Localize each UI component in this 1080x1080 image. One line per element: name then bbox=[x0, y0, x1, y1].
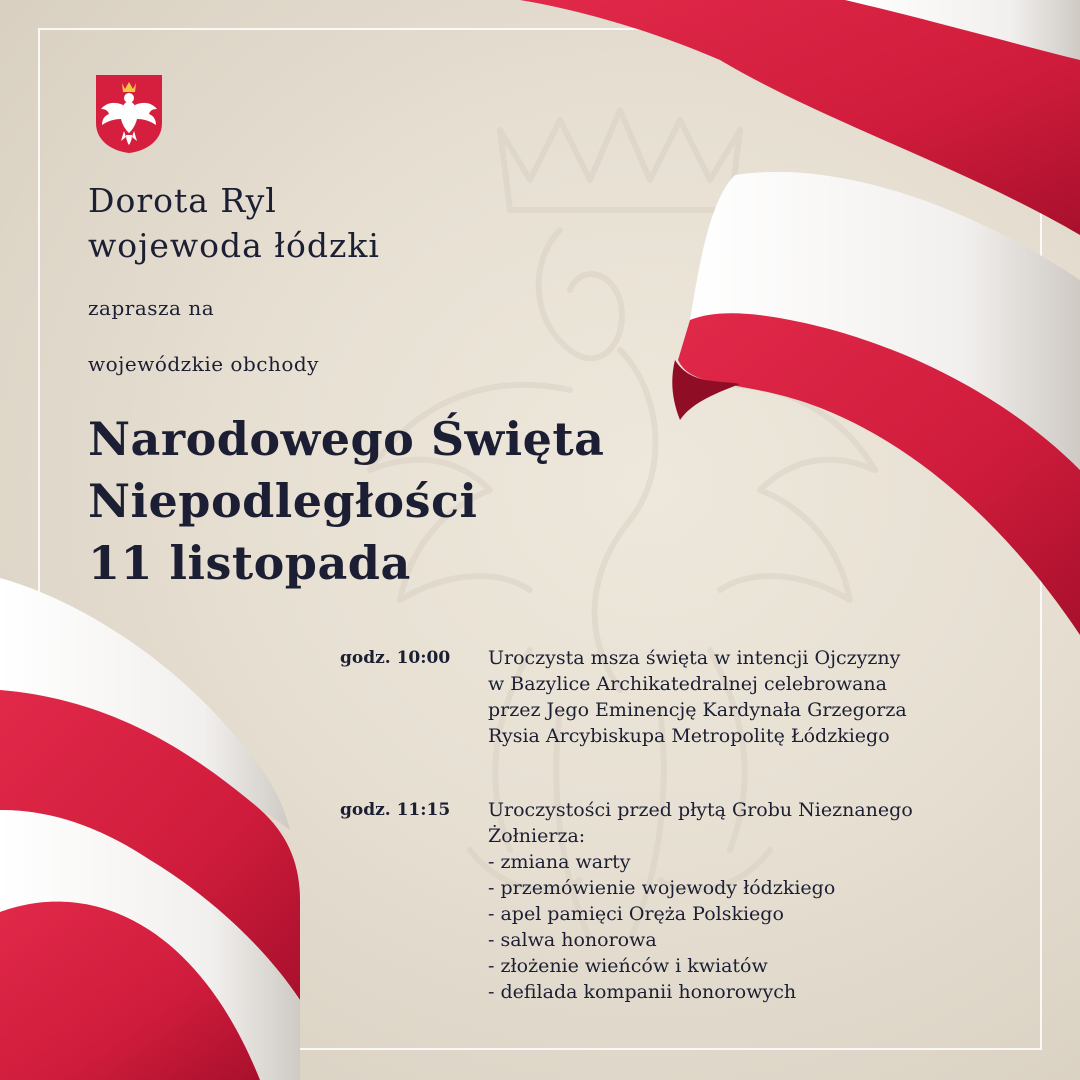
schedule-line: Uroczystości przed płytą Grobu Nieznanego bbox=[488, 799, 913, 821]
title-line-1: Narodowego Święta bbox=[88, 412, 605, 466]
schedule-item bbox=[340, 645, 1000, 749]
bottom-left-ribbon bbox=[0, 578, 300, 1080]
schedule-line: - defilada kompanii honorowych bbox=[488, 981, 797, 1003]
schedule-line: - salwa honorowa bbox=[488, 929, 657, 951]
schedule-line: Rysia Arcybiskupa Metropolitę Łódzkiego bbox=[488, 725, 890, 747]
intro-line-1: zaprasza na bbox=[88, 296, 215, 320]
schedule-description bbox=[488, 645, 1000, 749]
schedule-time: godz. 10:00 bbox=[340, 648, 451, 668]
schedule-item bbox=[340, 797, 1000, 1005]
schedule-line: - złożenie wieńców i kwiatów bbox=[488, 955, 768, 977]
event-title bbox=[88, 408, 604, 594]
schedule-line: Uroczysta msza święta w intencji Ojczyzny bbox=[488, 647, 901, 669]
polish-eagle-emblem-icon bbox=[94, 73, 164, 155]
host-header bbox=[88, 178, 380, 268]
host-name: Dorota Ryl bbox=[88, 181, 277, 220]
schedule-line: - przemówienie wojewody łódzkiego bbox=[488, 877, 836, 899]
schedule-line: - apel pamięci Oręża Polskiego bbox=[488, 903, 784, 925]
schedule-line: w Bazylice Archikatedralnej celebrowana bbox=[488, 673, 887, 695]
schedule-line: Żołnierza: bbox=[488, 825, 586, 847]
schedule-description bbox=[488, 797, 1000, 1005]
schedule bbox=[340, 645, 1000, 1005]
title-line-2: Niepodległości bbox=[88, 474, 478, 528]
title-line-3: 11 listopada bbox=[88, 536, 411, 590]
intro-line-2: wojewódzkie obchody bbox=[88, 352, 319, 376]
host-role: wojewoda łódzki bbox=[88, 226, 380, 265]
schedule-time: godz. 11:15 bbox=[340, 800, 451, 820]
schedule-line: przez Jego Eminencję Kardynała Grzegorza bbox=[488, 699, 907, 721]
schedule-line: - zmiana warty bbox=[488, 851, 631, 873]
